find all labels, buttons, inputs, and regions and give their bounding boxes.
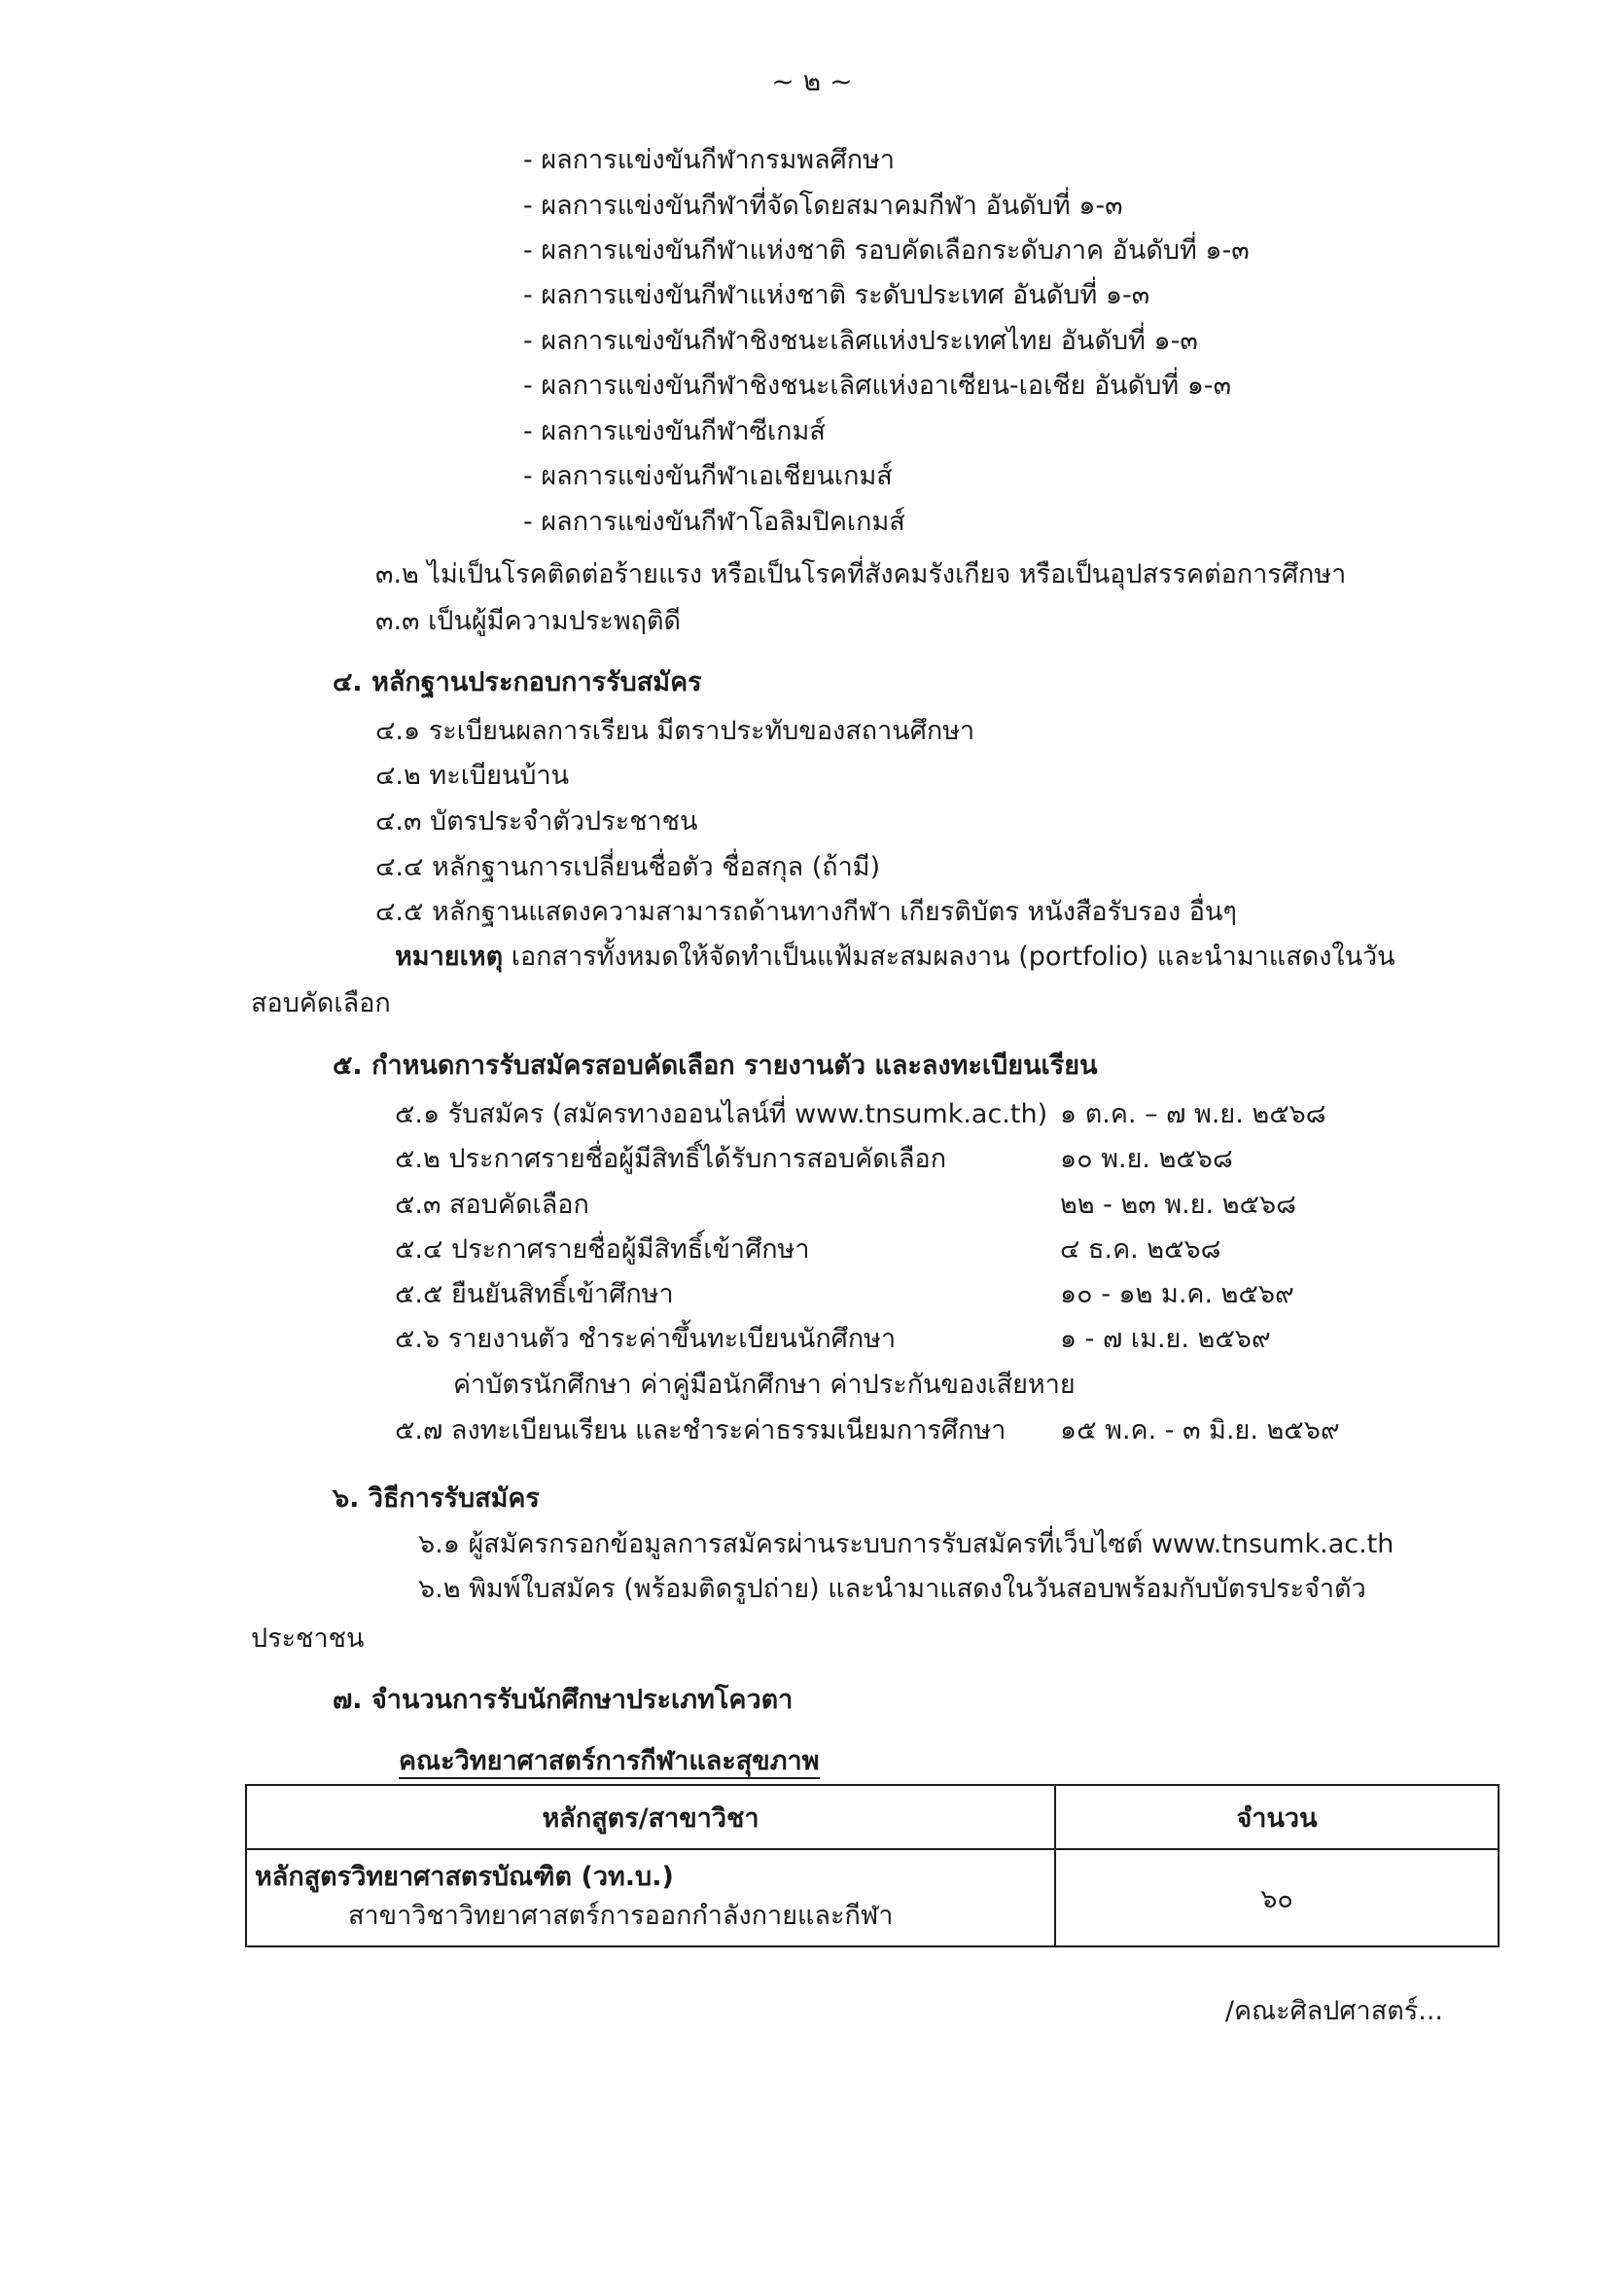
list-item: - ผลการแข่งขันกีฬาเอเชียนเกมส์ <box>523 461 893 491</box>
column-header-program: หลักสูตร/สาขาวิชา <box>246 1785 1055 1849</box>
section-6-item-continued: ประชาชน <box>251 1623 365 1654</box>
list-item: - ผลการแข่งขันกีฬาที่จัดโดยสมาคมกีฬา อันดับที่ ๑-๓ <box>523 191 1123 221</box>
section-4-item: ๔.๒ ทะเบียนบ้าน <box>375 761 570 791</box>
schedule-item-date: ๒๒ - ๒๓ พ.ย. ๒๕๖๘ <box>1060 1190 1296 1220</box>
schedule-item-label: ๕.๗ ลงทะเบียนเรียน และชำระค่าธรรมเนียมการศึกษา <box>395 1415 1006 1445</box>
section-7-heading: ๗. จำนวนการรับนักศึกษาประเภทโควตา <box>333 1685 794 1715</box>
section-6-item: ๖.๒ พิมพ์ใบสมัคร (พร้อมติดรูปถ่าย) และนำมาแสดงในวันสอบพร้อมกับบัตรประจำตัว <box>418 1574 1366 1604</box>
major-name: สาขาวิชาวิทยาศาสตร์การออกกำลังกายและกีฬา <box>348 1901 894 1931</box>
section-4-note-continued: สอบคัดเลือก <box>251 988 391 1018</box>
schedule-item-date: ๑ - ๗ เม.ย. ๒๕๖๙ <box>1060 1324 1271 1354</box>
schedule-item-continued: ค่าบัตรนักศึกษา ค่าคู่มือนักศึกษา ค่าประกันของเสียหาย <box>453 1370 1076 1400</box>
schedule-item-date: ๔ ธ.ค. ๒๕๖๘ <box>1060 1234 1221 1265</box>
table-row <box>246 1849 1499 1946</box>
program-cell <box>246 1849 1055 1946</box>
list-item: - ผลการแข่งขันกีฬาโอลิมปิคเกมส์ <box>523 507 905 537</box>
note-label: หมายเหตุ <box>395 942 504 972</box>
schedule-item-date: ๑๐ พ.ย. ๒๕๖๘ <box>1060 1144 1233 1174</box>
section-6-item: ๖.๑ ผู้สมัครกรอกข้อมูลการสมัครผ่านระบบการรับสมัครที่เว็บไซต์ www.tnsumk.ac.th <box>418 1529 1395 1559</box>
schedule-item-label: ๕.๒ ประกาศรายชื่อผู้มีสิทธิ์ได้รับการสอบคัดเลือก <box>395 1144 947 1174</box>
schedule-item-date: ๑ ต.ค. – ๗ พ.ย. ๒๕๖๘ <box>1060 1099 1326 1129</box>
column-header-count: จำนวน <box>1055 1785 1499 1849</box>
list-item: - ผลการแข่งขันกีฬาแห่งชาติ ระดับประเทศ อันดับที่ ๑-๓ <box>523 280 1150 310</box>
schedule-item-label: ๕.๕ ยืนยันสิทธิ์เข้าศึกษา <box>395 1279 674 1309</box>
schedule-item-label: ๕.๓ สอบคัดเลือก <box>395 1190 589 1220</box>
schedule-item-date: ๑๐ - ๑๒ ม.ค. ๒๕๖๙ <box>1060 1279 1294 1309</box>
section-5-heading: ๕. กำหนดการรับสมัครสอบคัดเลือก รายงานตัว และลงทะเบียนเรียน <box>333 1051 1098 1081</box>
list-item: - ผลการแข่งขันกีฬาซีเกมส์ <box>523 416 826 446</box>
list-item: - ผลการแข่งขันกีฬากรมพลศึกษา <box>523 145 896 175</box>
section-4-item: ๔.๔ หลักฐานการเปลี่ยนชื่อตัว ชื่อสกุล (ถ้ามี) <box>375 852 881 882</box>
list-item: - ผลการแข่งขันกีฬาชิงชนะเลิศแห่งอาเซียน-เอเชีย อันดับที่ ๑-๓ <box>523 371 1232 401</box>
page-number: ~ ๒ ~ <box>771 65 853 97</box>
count-cell: ๖๐ <box>1055 1849 1499 1946</box>
note-text: เอกสารทั้งหมดให้จัดทำเป็นแฟ้มสะสมผลงาน (portfolio) และนำมาแสดงในวัน <box>503 942 1395 972</box>
qualification-3-2: ๓.๒ ไม่เป็นโรคติดต่อร้ายแรง หรือเป็นโรคที่สังคมรังเกียจ หรือเป็นอุปสรรคต่อการศึกษา <box>375 559 1347 589</box>
section-4-note <box>395 938 1395 977</box>
schedule-item-label: ๕.๔ ประกาศรายชื่อผู้มีสิทธิ์เข้าศึกษา <box>395 1234 810 1265</box>
section-6-heading: ๖. วิธีการรับสมัคร <box>333 1483 540 1514</box>
program-name: หลักสูตรวิทยาศาสตรบัณฑิต (วท.บ.) <box>255 1862 674 1892</box>
faculty-name: คณะวิทยาศาสตร์การกีฬาและสุขภาพ <box>399 1742 820 1781</box>
section-4-item: ๔.๓ บัตรประจำตัวประชาชน <box>375 806 698 837</box>
qualification-3-3: ๓.๓ เป็นผู้มีความประพฤติดี <box>375 606 682 636</box>
section-4-item: ๔.๕ หลักฐานแสดงความสามารถด้านทางกีฬา เกียรติบัตร หนังสือรับรอง อื่นๆ <box>375 897 1237 927</box>
list-item: - ผลการแข่งขันกีฬาชิงชนะเลิศแห่งประเทศไทย อันดับที่ ๑-๓ <box>523 326 1198 356</box>
schedule-item-date: ๑๕ พ.ค. - ๓ มิ.ย. ๒๕๖๙ <box>1060 1415 1340 1445</box>
continuation-note: /คณะศิลปศาสตร์... <box>1224 1996 1443 2026</box>
schedule-item-label: ๕.๖ รายงานตัว ชำระค่าขึ้นทะเบียนนักศึกษา <box>395 1324 897 1354</box>
table-header-row <box>246 1785 1499 1849</box>
section-4-heading: ๔. หลักฐานประกอบการรับสมัคร <box>333 667 702 697</box>
schedule-item-label: ๕.๑ รับสมัคร (สมัครทางออนไลน์ที่ www.tnsumk.ac.th) <box>395 1099 1048 1129</box>
section-4-item: ๔.๑ ระเบียนผลการเรียน มีตราประทับของสถานศึกษา <box>375 716 975 746</box>
list-item: - ผลการแข่งขันกีฬาแห่งชาติ รอบคัดเลือกระดับภาค อันดับที่ ๑-๓ <box>523 235 1250 266</box>
quota-table <box>245 1784 1500 1947</box>
